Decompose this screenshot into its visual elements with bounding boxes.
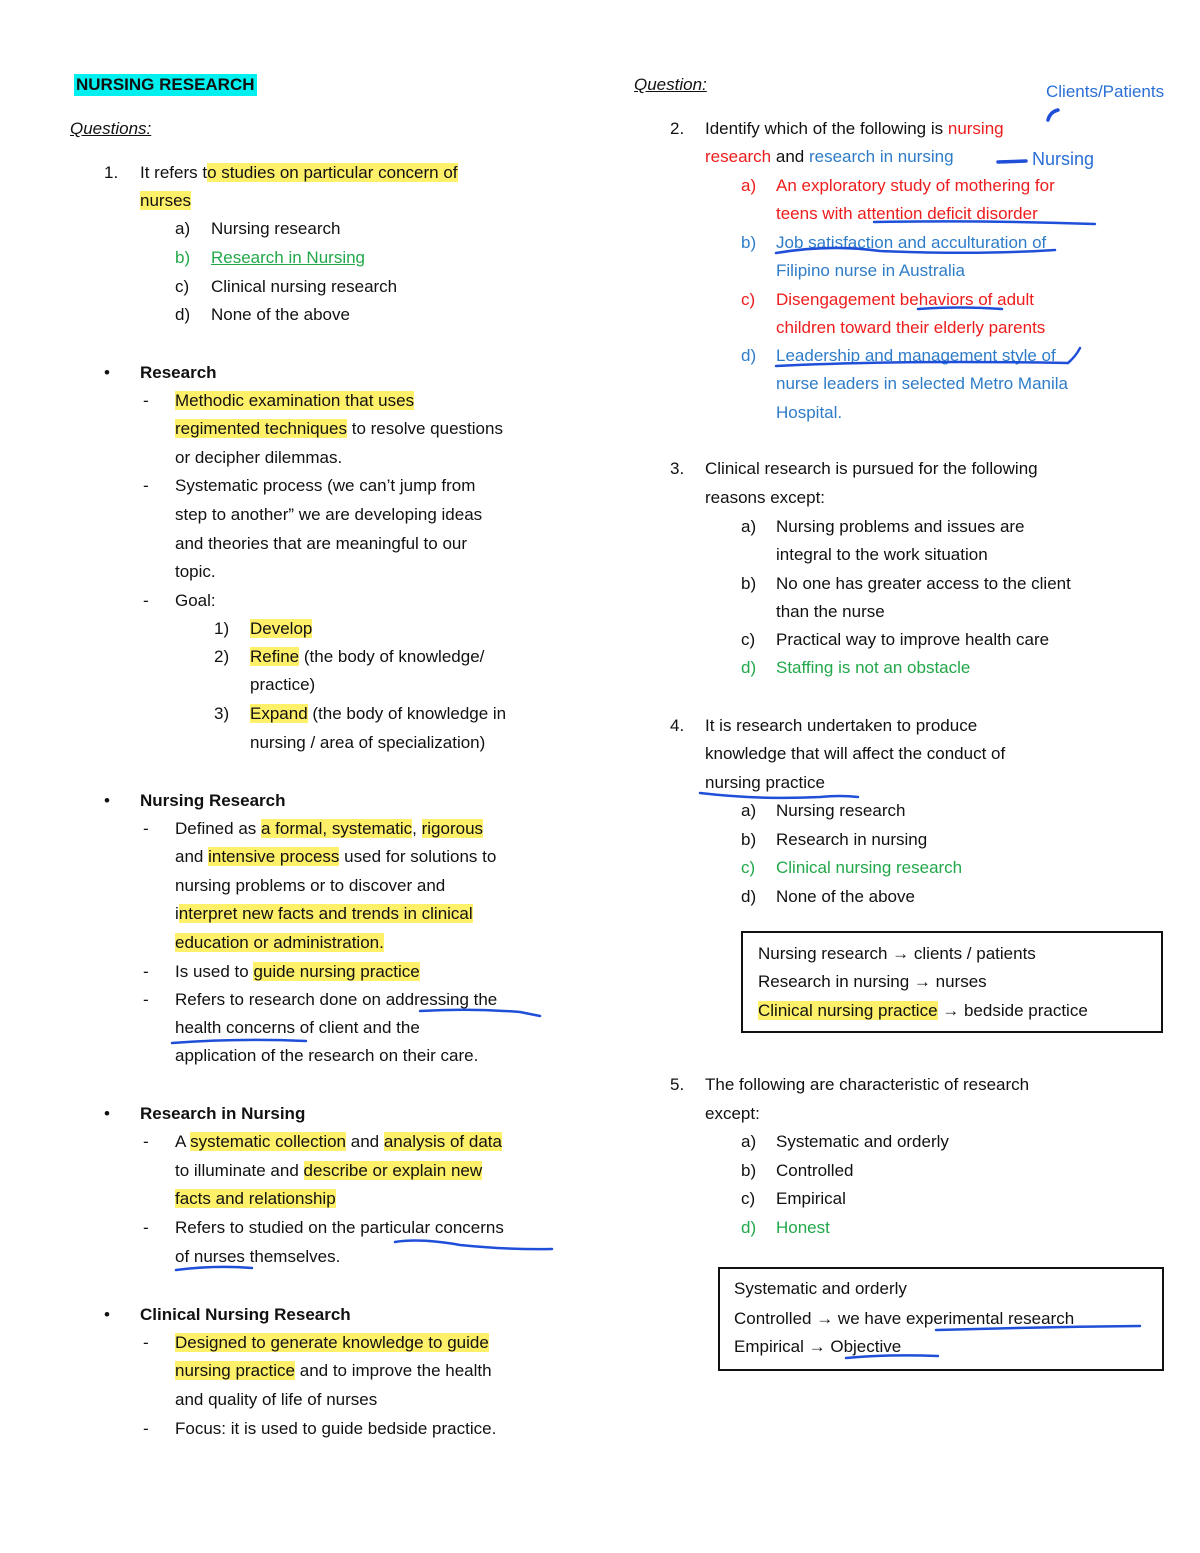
q1-text-line2: nurses (140, 191, 192, 210)
q1-option-c: c) (175, 277, 190, 296)
goal-1-number: 1) (214, 619, 230, 638)
q5-option-d-text: Honest (776, 1218, 830, 1237)
cnr-focus-line: Focus: it is used to guide bedside practice. (175, 1419, 497, 1438)
q5-line2: except: (705, 1104, 760, 1123)
goal-1: Develop (250, 619, 313, 638)
box2-line1: Systematic and orderly (734, 1279, 907, 1298)
q5-option-a-text: Systematic and orderly (776, 1132, 949, 1151)
bullet: • (104, 363, 110, 382)
ink-tick (1048, 110, 1058, 120)
research-process-line1: Systematic process (we can’t jump from (175, 476, 476, 495)
q3-option-d: d) (741, 658, 757, 677)
q2-line1: Identify which of the following is nursing (705, 119, 1004, 138)
dash: - (143, 990, 149, 1009)
goal-2-cont: practice) (250, 675, 316, 694)
q2-option-d-line1: Leadership and management style of (776, 346, 1056, 365)
research-process-line3: and theories that are meaningful to our (175, 534, 468, 553)
nr-use-line: Is used to guide nursing practice (175, 962, 420, 981)
q3-option-a-line2: integral to the work situation (776, 545, 988, 564)
q1-text-line1: It refers to studies on particular concern of (140, 163, 458, 182)
ink-dash (998, 161, 1026, 162)
q4-option-c: c) (741, 858, 756, 877)
q5-option-c-text: Empirical (776, 1189, 846, 1208)
q2-option-c: c) (741, 290, 756, 309)
nr-refers-line1: Refers to research done on addressing the (175, 990, 498, 1009)
dash: - (143, 819, 149, 838)
q2-option-c-line2: children toward their elderly parents (776, 318, 1046, 337)
q2-option-b: b) (741, 233, 757, 252)
nursing-research-heading: Nursing Research (140, 791, 286, 810)
cnr-def-line2: nursing practice and to improve the health (175, 1361, 492, 1380)
q3-line2: reasons except: (705, 488, 826, 507)
goal-2: Refine (the body of knowledge/ (250, 647, 485, 666)
nr-def-line2: and intensive process used for solutions to (175, 847, 497, 866)
nr-refers-line3: application of the research on their care. (175, 1046, 479, 1065)
research-process-line2: step to another” we are developing ideas (175, 505, 483, 524)
dash: - (143, 391, 149, 410)
bullet: • (104, 1305, 110, 1324)
q5-option-d: d) (741, 1218, 757, 1237)
q3-line1: Clinical research is pursued for the following (705, 459, 1038, 478)
q1-number: 1. (104, 163, 119, 182)
q3-option-b: b) (741, 574, 757, 593)
q2-option-d-line3: Hospital. (776, 403, 843, 422)
q2-option-d-line2: nurse leaders in selected Metro Manila (776, 374, 1068, 393)
q4-option-d-text: None of the above (776, 887, 915, 906)
page-title: NURSING RESEARCH (76, 75, 255, 94)
q1-option-d-text: None of the above (211, 305, 350, 324)
q4-option-a: a) (741, 801, 757, 820)
research-heading: Research (140, 363, 217, 382)
q5-line1: The following are characteristic of research (705, 1075, 1030, 1094)
dash: - (143, 962, 149, 981)
q1-option-b: b) (175, 248, 191, 267)
q4-line2: knowledge that will affect the conduct of (705, 744, 1006, 763)
handwritten-clients-note: Clients/Patients (1046, 82, 1165, 101)
bullet: • (104, 1104, 110, 1123)
dash: - (143, 476, 149, 495)
q2-option-b-line2: Filipino nurse in Australia (776, 261, 965, 280)
box1-line3: Clinical nursing practice → bedside practice (758, 1001, 1088, 1020)
q3-option-a-line1: Nursing problems and issues are (776, 517, 1025, 536)
handwritten-nursing-note: Nursing (1032, 149, 1095, 169)
bullet: • (104, 791, 110, 810)
q4-option-d: d) (741, 887, 757, 906)
q4-option-b: b) (741, 830, 757, 849)
dash: - (143, 1419, 149, 1438)
q3-number: 3. (670, 459, 685, 478)
q3-option-b-line1: No one has greater access to the client (776, 574, 1071, 593)
q3-option-d-line1: Staffing is not an obstacle (776, 658, 971, 677)
q5-option-c: c) (741, 1189, 756, 1208)
cnr-def-line1: Designed to generate knowledge to guide (175, 1333, 489, 1352)
q2-option-c-line1: Disengagement behaviors of adult (776, 290, 1034, 309)
q4-option-c-text: Clinical nursing research (776, 858, 963, 877)
q3-option-b-line2: than the nurse (776, 602, 885, 621)
q1-option-d: d) (175, 305, 191, 324)
box1-line2: Research in nursing → nurses (758, 972, 987, 991)
question-label: Question: (634, 75, 707, 94)
q3-option-a: a) (741, 517, 757, 536)
goal-3: Expand (the body of knowledge in (250, 704, 507, 723)
rin-def-line2: to illuminate and describe or explain new (175, 1161, 483, 1180)
q1-option-a: a) (175, 219, 191, 238)
research-def-line2: regimented techniques to resolve questions (175, 419, 503, 438)
research-def-line1: Methodic examination that uses (175, 391, 415, 410)
q4-line3: nursing practice (705, 773, 826, 792)
rin-refers-line2: of nurses themselves. (175, 1247, 341, 1266)
dash: - (143, 591, 149, 610)
rin-refers-line1: Refers to studied on the particular concerns (175, 1218, 504, 1237)
q1-option-a-text: Nursing research (211, 219, 341, 238)
research-goal-label: Goal: (175, 591, 216, 610)
nr-refers-line2: health concerns of client and the (175, 1018, 420, 1037)
q5-option-a: a) (741, 1132, 757, 1151)
q5-number: 5. (670, 1075, 685, 1094)
nr-def-line4: interpret new facts and trends in clinical (175, 904, 473, 923)
q4-option-b-text: Research in nursing (776, 830, 928, 849)
research-process-line4: topic. (175, 562, 216, 581)
q4-number: 4. (670, 716, 685, 735)
q1-option-b-text: Research in Nursing (211, 248, 366, 267)
q3-option-c: c) (741, 630, 756, 649)
goal-2-number: 2) (214, 647, 230, 666)
dash: - (143, 1333, 149, 1352)
q3-option-c-line1: Practical way to improve health care (776, 630, 1050, 649)
q2-option-a-line2: teens with attention deficit disorder (776, 204, 1038, 223)
q2-option-d: d) (741, 346, 757, 365)
nr-def-line5: education or administration. (175, 933, 384, 952)
ink-underline (172, 1040, 306, 1043)
cnr-def-line3: and quality of life of nurses (175, 1390, 378, 1409)
research-in-nursing-heading: Research in Nursing (140, 1104, 306, 1123)
q2-line2: research and research in nursing (705, 147, 954, 166)
rin-def-line3: facts and relationship (175, 1189, 336, 1208)
nr-def-line1: Defined as a formal, systematic, rigorous (175, 819, 484, 838)
clinical-nursing-research-heading: Clinical Nursing Research (140, 1305, 351, 1324)
q4-line1: It is research undertaken to produce (705, 716, 978, 735)
q2-option-a: a) (741, 176, 757, 195)
rin-def-line1: A systematic collection and analysis of data (175, 1132, 502, 1151)
questions-label: Questions: (70, 119, 152, 138)
q2-option-a-line1: An exploratory study of mothering for (776, 176, 1055, 195)
goal-3-cont: nursing / area of specialization) (250, 733, 486, 752)
box2-line3: Empirical → Objective (734, 1337, 902, 1356)
q2-number: 2. (670, 119, 685, 138)
box1-line1: Nursing research → clients / patients (758, 944, 1036, 963)
ink-underline (395, 1241, 552, 1250)
dash: - (143, 1132, 149, 1151)
nr-def-line3: nursing problems or to discover and (175, 876, 446, 895)
q5-option-b: b) (741, 1161, 757, 1180)
goal-3-number: 3) (214, 704, 230, 723)
q4-option-a-text: Nursing research (776, 801, 906, 820)
box2-line2: Controlled → we have experimental research (734, 1309, 1075, 1328)
research-def-line3: or decipher dilemmas. (175, 448, 343, 467)
dash: - (143, 1218, 149, 1237)
q5-option-b-text: Controlled (776, 1161, 854, 1180)
q2-option-b-line1: Job satisfaction and acculturation of (776, 233, 1047, 252)
q1-option-c-text: Clinical nursing research (211, 277, 398, 296)
